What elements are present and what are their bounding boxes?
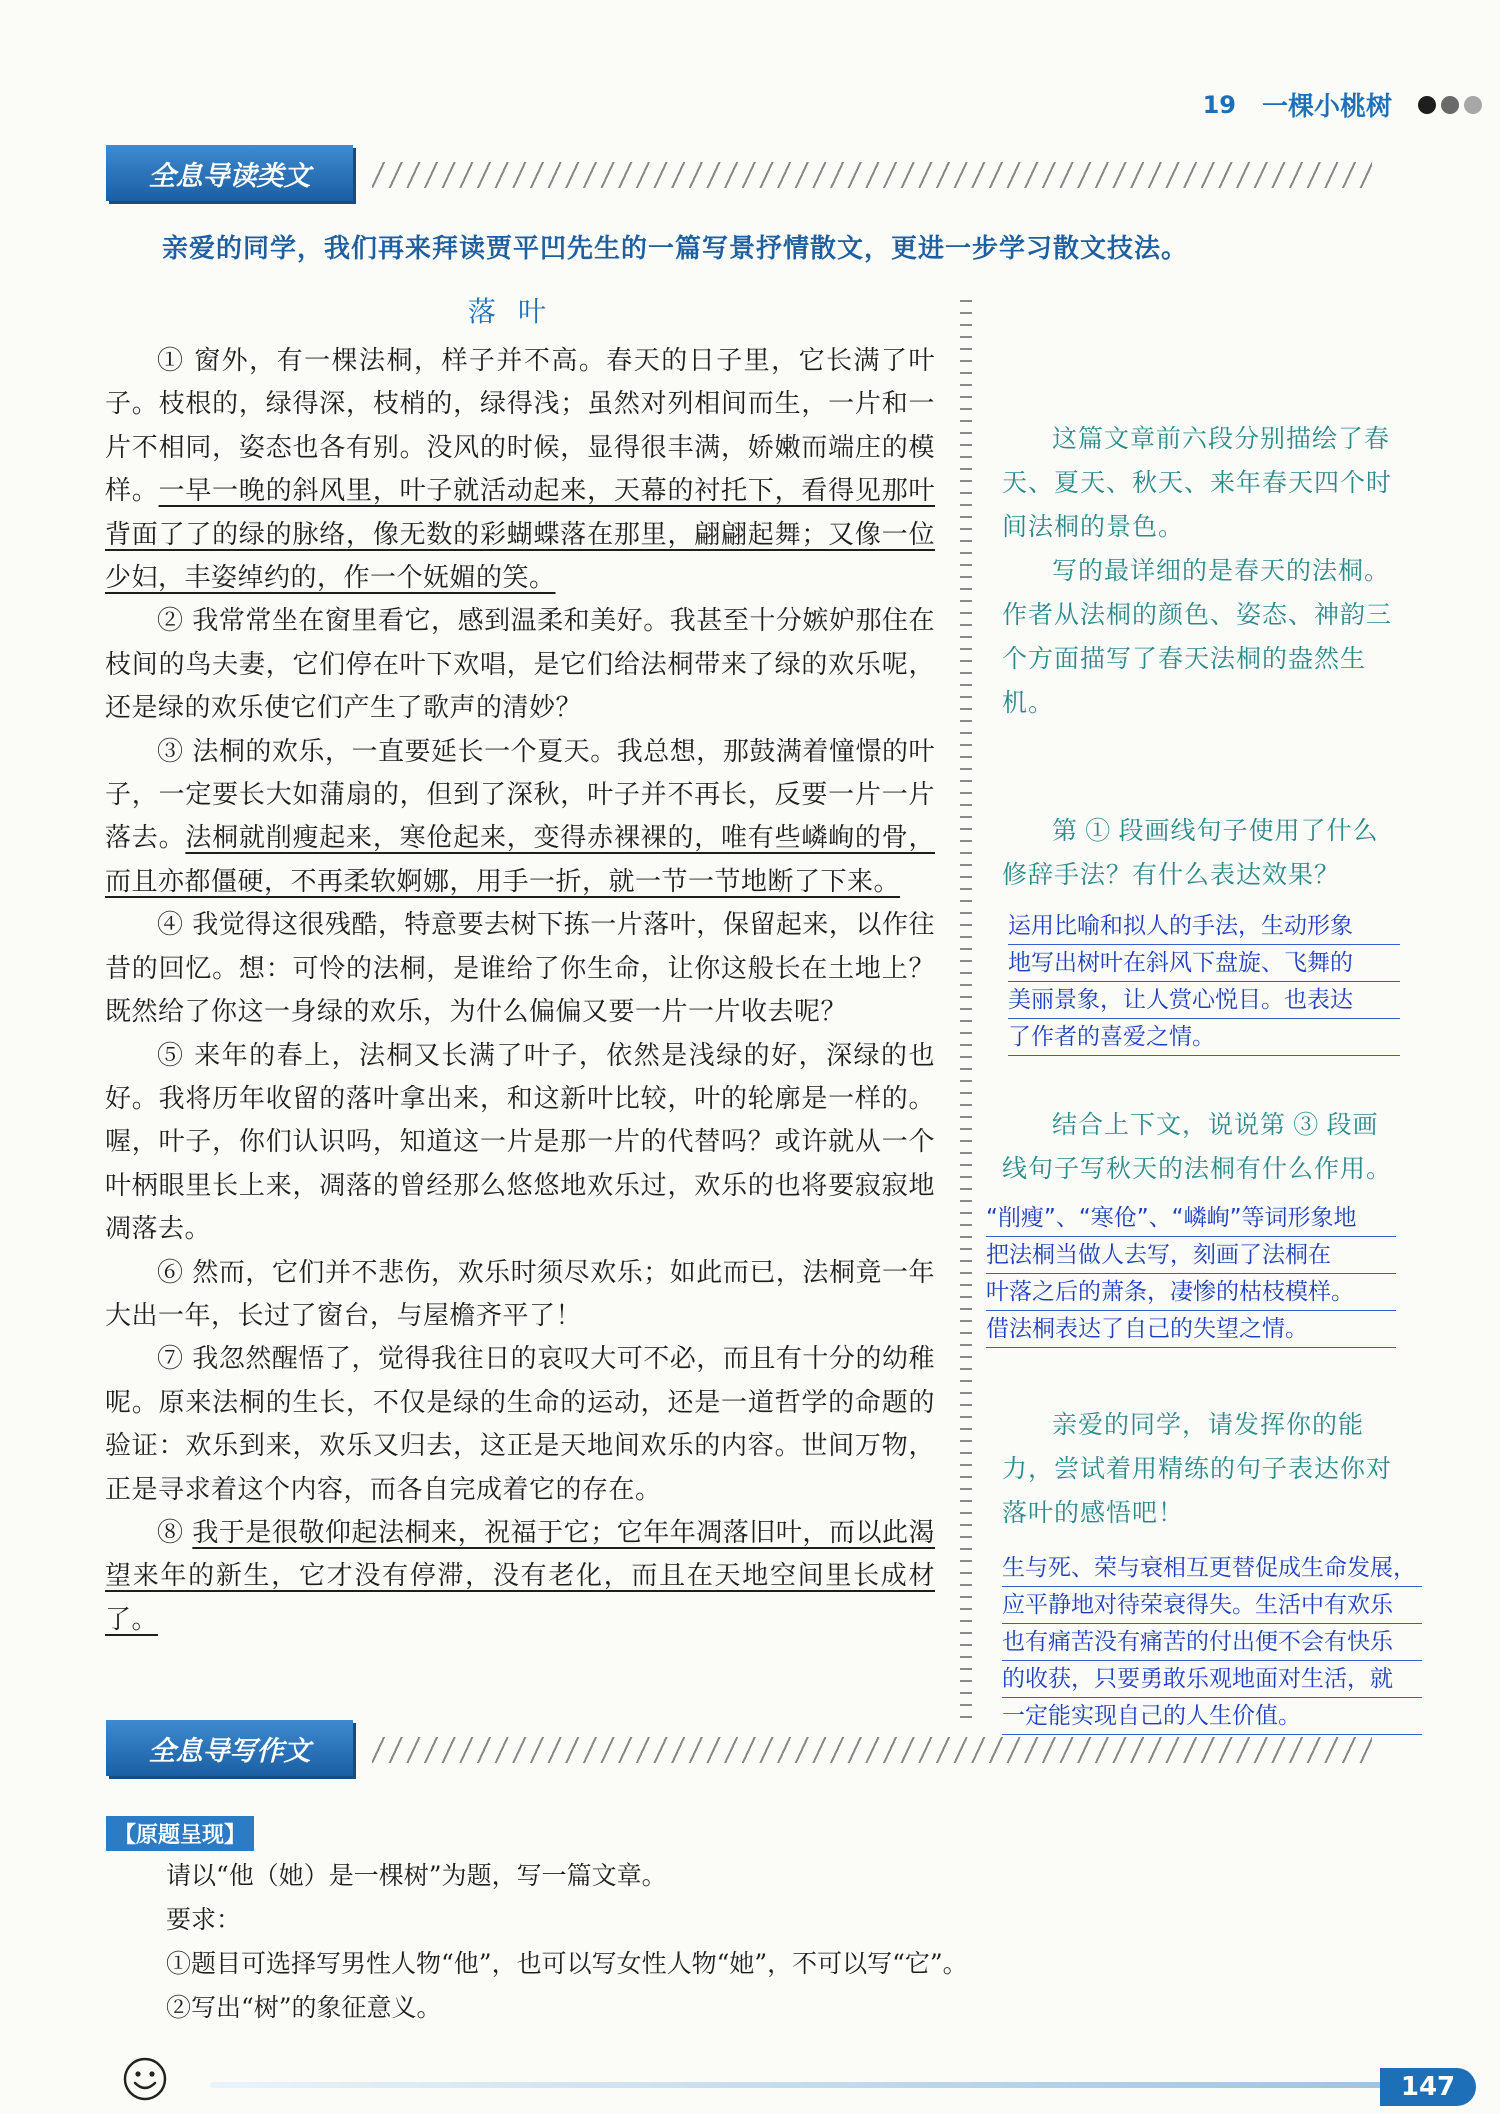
question-3: 亲爱的同学，请发挥你的能力，尝试着用精练的句子表达你对落叶的感悟吧！ (1002, 1412, 1393, 1527)
task-line: ①题目可选择写男性人物“他”，也可以写女性人物“她”，不可以写“它”。 (166, 1949, 968, 1978)
lesson-number: 19 (1202, 90, 1236, 119)
writing-section-banner: 全息导写作文 (106, 1720, 353, 1776)
question-1: 第 ① 段画线句子使用了什么修辞手法？有什么表达效果？ (1002, 818, 1379, 889)
footer-bar (210, 2082, 1390, 2088)
task-line: ②写出“树”的象征意义。 (166, 1993, 442, 2022)
lesson-title: 一棵小桃树 (1261, 92, 1392, 122)
answer-line: “削瘦”、“寒伧”、“嶙峋”等词形象地 (986, 1200, 1396, 1237)
underlined-sentence: 一早一晚的斜风里，叶子就活动起来，天幕的衬托下，看得见那叶背面了了的绿的脉络，像无数的彩蝴蝶落在那里，翩翩起舞；又像一位少妇，丰姿绰约的，作一个妩媚的笑。 (105, 476, 935, 594)
answer-line: 运用比喻和拟人的手法，生动形象 (1008, 908, 1400, 945)
answer-line: 美丽景象，让人赏心悦目。也表达 (1008, 982, 1400, 1019)
article-title: 落叶 (468, 295, 569, 328)
lesson-header (1203, 86, 1482, 123)
answer-3 (1002, 1550, 1422, 1735)
answer-line: 把法桐当做人去写，刻画了法桐在 (986, 1237, 1396, 1274)
side-note-summary (1002, 418, 1402, 726)
article-body (105, 340, 935, 1642)
answer-line: 生与死、荣与衰相互更替促成生命发展， (1002, 1550, 1422, 1587)
answer-line: 应平静地对待荣衰得失。生活中有欢乐 (1002, 1587, 1422, 1624)
answer-line: 也有痛苦没有痛苦的付出便不会有快乐 (1002, 1624, 1422, 1661)
article-paragraph-3: ③ 法桐的欢乐，一直要延长一个夏天。我总想，那鼓满着憧憬的叶子，一定要长大如蒲扇的，但到了深秋，叶子并不再长，反要一片一片落去。法桐就削瘦起来，寒伧起来，变得赤裸裸的，唯有些嶙峋的骨，而且亦都僵硬，不再柔软婀娜，用手一折，就一节一节地断了下来。 (105, 736, 935, 897)
task-line: 要求： (166, 1905, 242, 1934)
column-divider (960, 294, 972, 1724)
question-2: 结合上下文，说说第 ③ 段画线句子写秋天的法桐有什么作用。 (1002, 1112, 1393, 1183)
article-paragraph-1: ① 窗外，有一棵法桐，样子并不高。春天的日子里，它长满了叶子。枝根的，绿得深，枝梢的，绿得浅；虽然对列相间而生，一片和一片不相同，姿态也各有别。没风的时候，显得很丰满，娇嫩而端庄的模样。一早一晚的斜风里，叶子就活动起来，天幕的衬托下，看得见那叶背面了了的绿的脉络，像无数的彩蝴蝶落在那里，翩翩起舞；又像一位少妇，丰姿绰约的，作一个妩媚的笑。 (105, 346, 935, 594)
article-paragraph-7: ⑦ 我忽然醒悟了，觉得我往日的哀叹大可不必，而且有十分的幼稚呢。原来法桐的生长，不仅是绿的生命的运动，还是一道哲学的命题的验证：欢乐到来，欢乐又归去，这正是天地间欢乐的内容。世间万物，正是寻求着这个内容，而各自完成着它的存在。 (105, 1344, 935, 1505)
dots-decoration (1418, 96, 1482, 114)
task-line: 请以“他（她）是一棵树”为题，写一篇文章。 (166, 1861, 667, 1890)
answer-line: 一定能实现自己的人生价值。 (1002, 1698, 1422, 1735)
answer-1 (1008, 908, 1400, 1056)
article-paragraph-6: ⑥ 然而，它们并不悲伤，欢乐时须尽欢乐；如此而已，法桐竟一年大出一年，长过了窗台，与屋檐齐平了！ (105, 1257, 935, 1331)
writing-task (166, 1854, 968, 2030)
summary-paragraph: 写的最详细的是春天的法桐。作者从法桐的颜色、姿态、神韵三个方面描写了春天法桐的盎然生机。 (1002, 558, 1393, 717)
answer-line: 的收获，只要勇敢乐观地面对生活，就 (1002, 1661, 1422, 1698)
answer-2 (986, 1200, 1396, 1348)
answer-line: 地写出树叶在斜风下盘旋、飞舞的 (1008, 945, 1400, 982)
reading-section-banner: 全息导读类文 (106, 145, 353, 201)
hatch-decoration-2 (372, 1737, 1372, 1763)
underlined-sentence: 我于是很敬仰起法桐来，祝福于它；它年年凋落旧叶，而以此渴望来年的新生，它才没有停滞，没有老化，而且在天地空间里长成材了。 (105, 1517, 935, 1635)
article-paragraph-5: ⑤ 来年的春上，法桐又长满了叶子，依然是浅绿的好，深绿的也好。我将历年收留的落叶拿出来，和这新叶比较，叶的轮廓是一样的。喔，叶子，你们认识吗，知道这一片是那一片的代替吗？或许就从一个叶柄眼里长上来，凋落的曾经那么悠悠地欢乐过，欢乐的也将要寂寂地凋落去。 (105, 1040, 935, 1245)
hatch-decoration (372, 162, 1372, 188)
underlined-sentence: 法桐就削瘦起来，寒伧起来，变得赤裸裸的，唯有些嶙峋的骨，而且亦都僵硬，不再柔软婀娜，用手一折，就一节一节地断了下来。 (105, 823, 935, 897)
smiley-icon (122, 2056, 168, 2102)
summary-paragraph: 这篇文章前六段分别描绘了春天、夏天、秋天、来年春天四个时间法桐的景色。 (1002, 426, 1393, 541)
page-number: 147 (1380, 2068, 1476, 2106)
answer-line: 借法桐表达了自己的失望之情。 (986, 1311, 1396, 1348)
article-paragraph-2: ② 我常常坐在窗里看它，感到温柔和美好。我甚至十分嫉妒那住在枝间的鸟夫妻，它们停在叶下欢唱，是它们给法桐带来了绿的欢乐呢，还是绿的欢乐使它们产生了歌声的清妙？ (105, 606, 935, 724)
article-paragraph-4: ④ 我觉得这很残酷，特意要去树下拣一片落叶，保留起来，以作往昔的回忆。想：可怜的法桐，是谁给了你生命，让你这般长在土地上？既然给了你这一身绿的欢乐，为什么偏偏又要一片一片收去呢？ (105, 910, 935, 1028)
article-paragraph-8: ⑧ 我于是很敬仰起法桐来，祝福于它；它年年凋落旧叶，而以此渴望来年的新生，它才没有停滞，没有老化，而且在天地空间里长成材了。 (105, 1517, 935, 1635)
answer-line: 了作者的喜爱之情。 (1008, 1019, 1400, 1056)
reading-intro: 亲爱的同学，我们再来拜读贾平凹先生的一篇写景抒情散文，更进一步学习散文技法。 (162, 234, 1189, 264)
original-question-tag: 【原题呈现】 (106, 1816, 254, 1851)
answer-line: 叶落之后的萧条，凄惨的枯枝模样。 (986, 1274, 1396, 1311)
